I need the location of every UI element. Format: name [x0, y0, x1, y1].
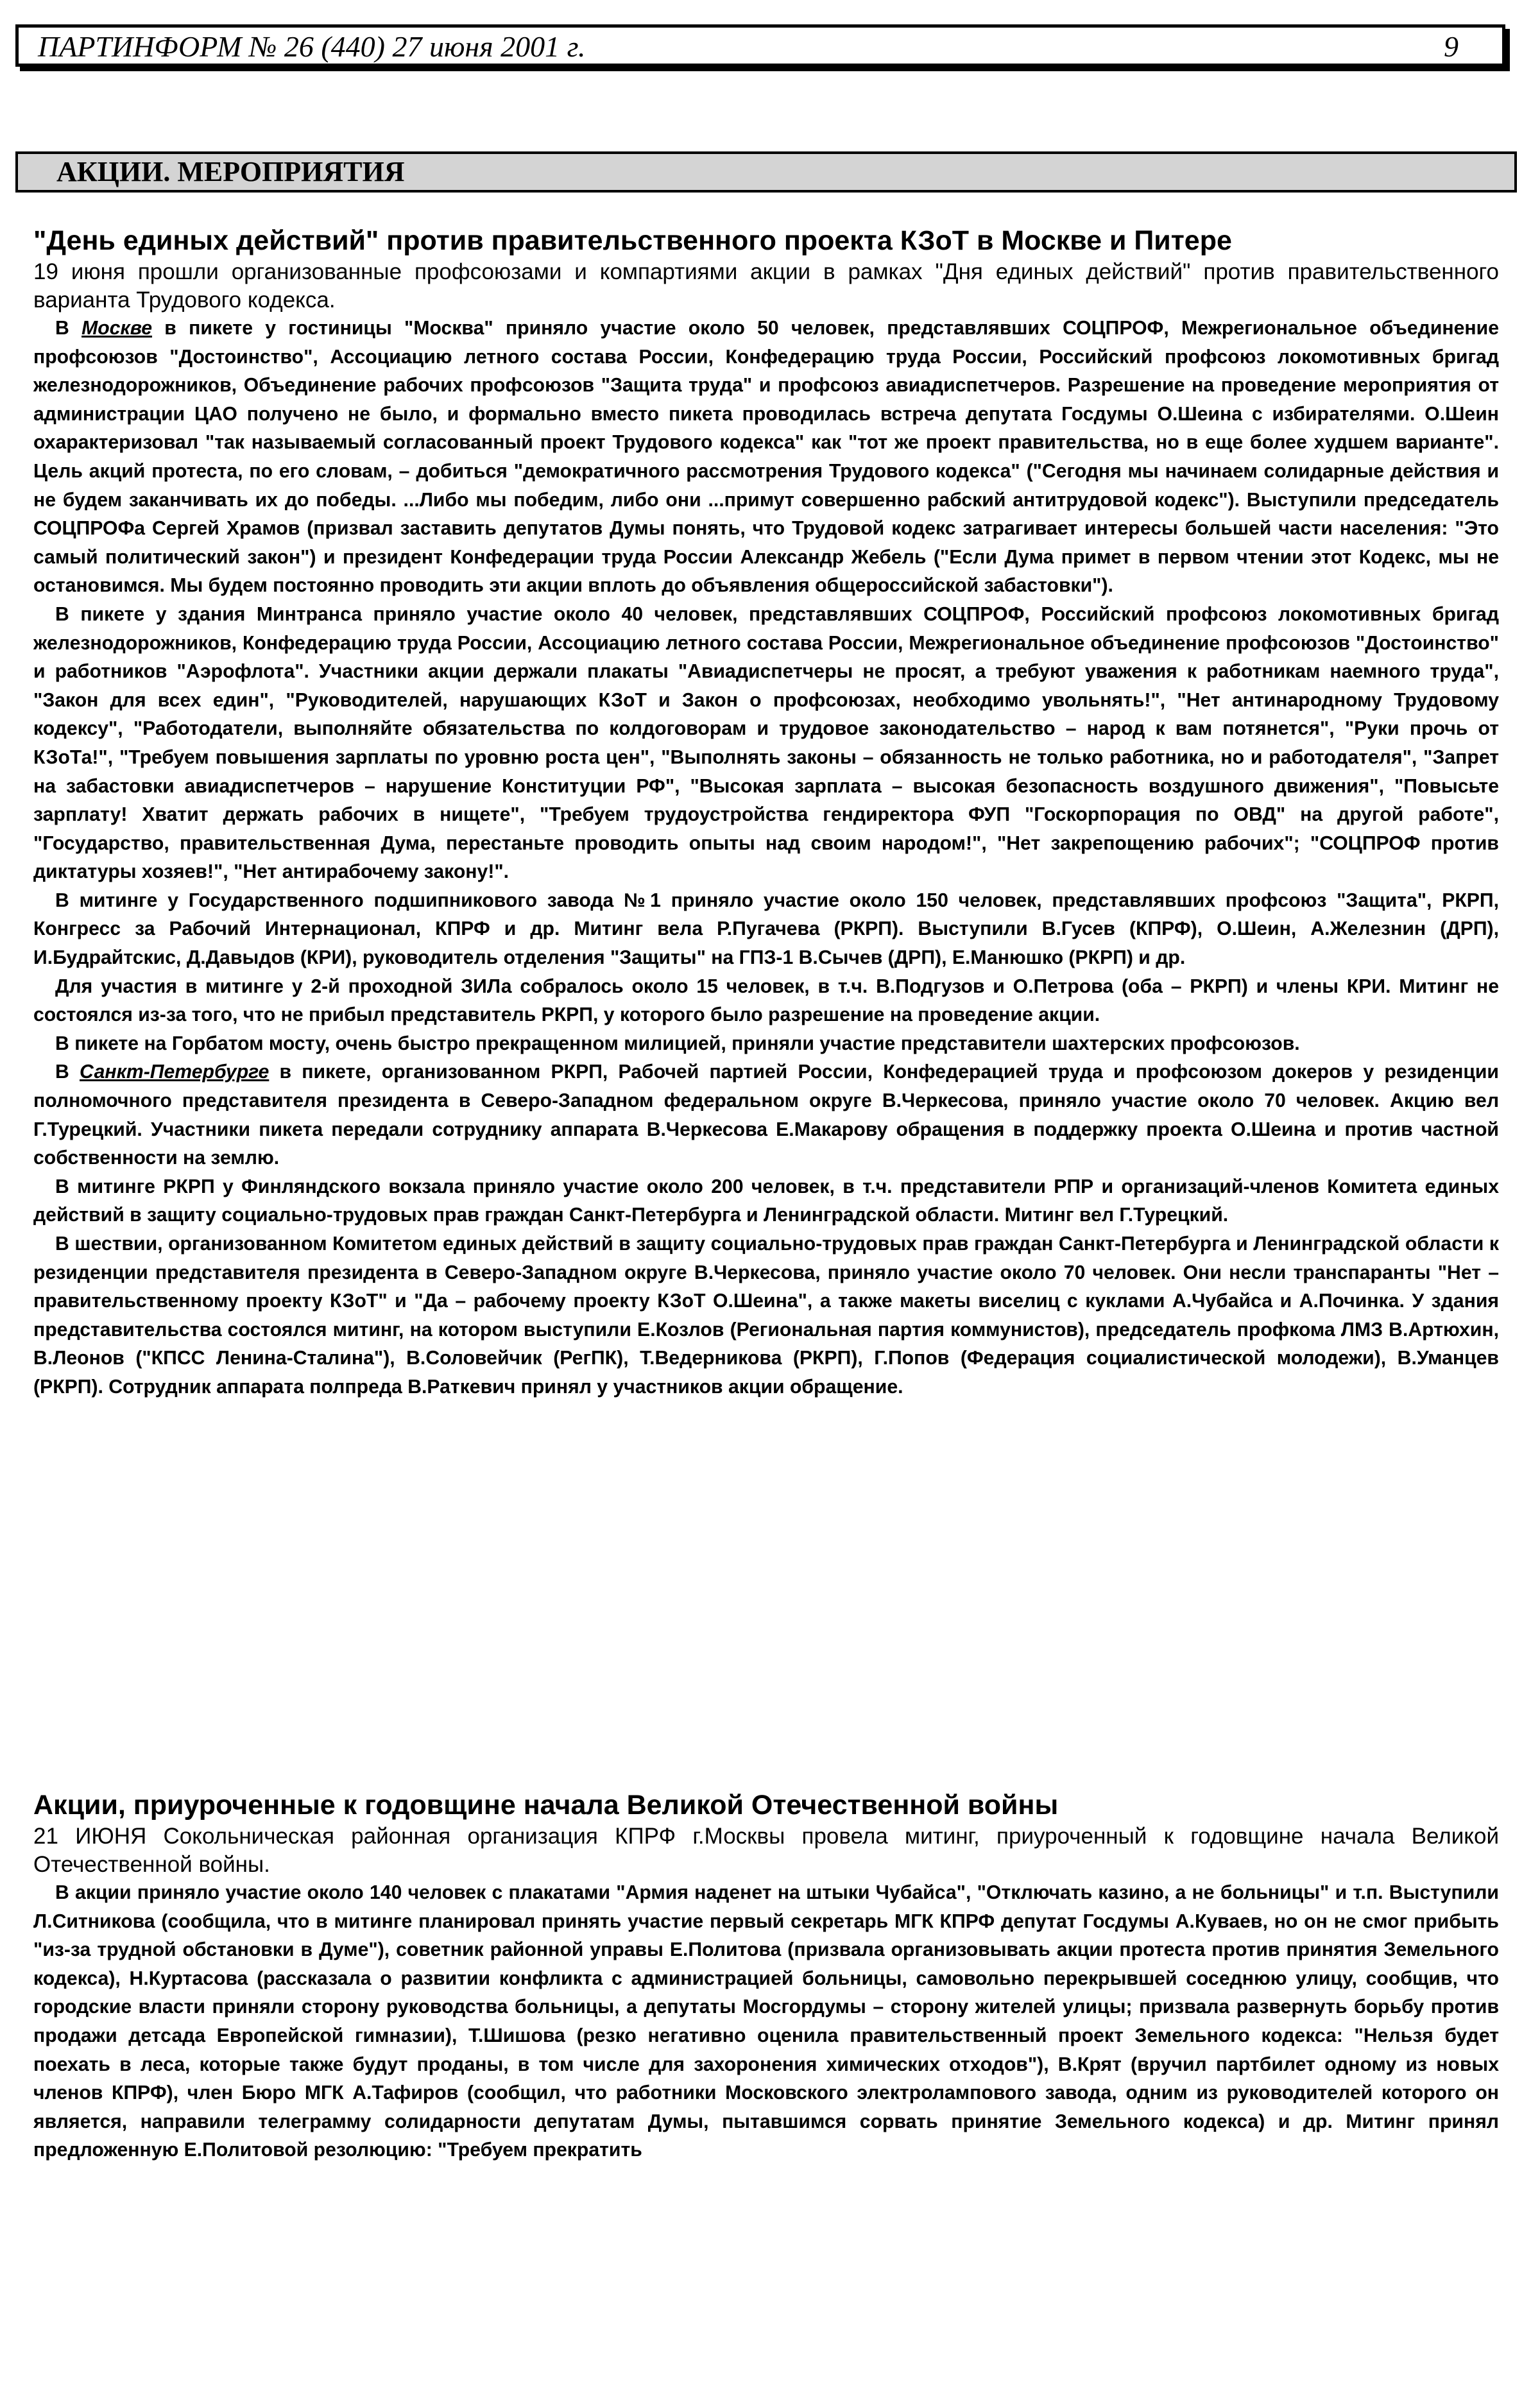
- article-unity-day: [33, 223, 1499, 1402]
- publication-info: ПАРТИНФОРМ № 26 (440) 27 июня 2001 г.: [38, 30, 586, 63]
- paragraph-finland-station: В митинге РКРП у Финляндского вокзала приняло участие около 200 человек, в т.ч. представители РПР и организаций-членов Комитета единых действий в защиту социально-трудовых прав граждан Санкт-Петербурга и Ленинградской области. Митинг вел Г.Турецкий.: [33, 1176, 1499, 1226]
- place-spb: Санкт-Петербурге: [80, 1061, 270, 1083]
- place-moscow: Москве: [81, 318, 153, 339]
- paragraph-prefix: В: [55, 318, 82, 339]
- paragraph-march: В шествии, организованном Комитетом единых действий в защиту социально-трудовых прав граждан Санкт-Петербурга и Ленинградской области к резиденции представителя президента в Северо-Западном округе В.Черкесова, приняло участие около 70 человек. Они несли транспаранты "Нет – правительственному проекту КЗоТ" и "Да – рабочему проекту КЗоТ О.Шеина", а также макеты виселиц с куклами А.Чубайса и А.Починка. У здания представительства состоялся митинг, на котором выступили Е.Козлов (Региональная партия коммунистов), председатель профкома ЛМЗ В.Артюхин, В.Леонов ("КПСС Ленина-Сталина"), В.Соловейчик (РегПК), Т.Ведерникова (РКРП), Г.Попов (Федерация социалистической молодежи), В.Уманцев (РКРП). Сотрудник аппарата полпреда В.Раткевич принял у участников акции обращение.: [33, 1233, 1499, 1398]
- paragraph-zil: Для участия в митинге у 2-й проходной ЗИЛа собралось около 15 человек, в т.ч. В.Подгузов и О.Петрова (оба – РКРП) и члены КРИ. Митинг не состоялся из-за того, что не прибыл представитель РКРП, у которого было разрешение на проведение акции.: [33, 975, 1499, 1026]
- page-number: 9: [1444, 30, 1459, 63]
- article-title: Акции, приуроченные к годовщине начала Великой Отечественной войны: [33, 1790, 1059, 1821]
- paragraph-spb: [33, 1058, 1499, 1172]
- page-header: [15, 24, 1505, 67]
- article-title: "День единых действий" против правительственного проекта КЗоТ в Москве и Питере: [33, 225, 1232, 256]
- article-lead: 19 июня прошли организованные профсоюзами и компартиями акции в рамках "Дня единых действий" против правительственного варианта Трудового кодекса.: [33, 259, 1499, 313]
- article-lead: 21 ИЮНЯ Сокольническая районная организация КПРФ г.Москвы провела митинг, приуроченный к годовщине начала Великой Отечественной войны.: [33, 1824, 1499, 1877]
- paragraph-text: в пикете у гостиницы "Москва" приняло участие около 50 человек, представлявших СОЦПРОФ, Межрегиональное объединение профсоюзов "Достоинство", Ассоциацию летного состава России, Конфедерацию труда России, Российский профсоюз локомотивных бригад железнодорожников, Объединение рабочих профсоюзов "Защита труда" и профсоюз авиадиспетчеров. Разрешение на проведение мероприятия от администрации ЦАО получено не было, и формально вместо пикета проводилась встреча депутата Госдумы О.Шеина с избирателями. О.Шеин охарактеризовал "так называемый согласованный проект Трудового кодекса" как "тот же проект правительства, но в еще более худшем варианте". Цель акций протеста, по его словам, – добиться "демократичного рассмотрения Трудового кодекса" ("Сегодня мы начинаем солидарные действия и не будем заканчивать их до победы. ...Либо мы победим, либо они ...примут совершенно рабский антитрудовой кодекс"). Выступили председатель СОЦПРОФа Сергей Храмов (призвал заставить депутатов Думы понять, что Трудовой кодекс затрагивает интересы большей части населения: "Это самый политический закон") и президент Конфедерации труда России Александр Жебель ("Если Дума примет в первом чтении этот Кодекс, мы не остановимся. Мы будем постоянно проводить эти акции вплоть до объявления общероссийской забастовки").: [33, 318, 1500, 597]
- section-title: АКЦИИ. МЕРОПРИЯТИЯ: [15, 151, 1517, 193]
- paragraph-moscow: [33, 314, 1499, 601]
- paragraph-prefix: В: [55, 1061, 80, 1083]
- article-war-anniversary: [33, 1788, 1499, 2165]
- paragraph-rally: В акции приняло участие около 140 человек с плакатами "Армия наденет на штыки Чубайса", "Отключать казино, а не больницы" и т.п. Выступили Л.Ситникова (сообщила, что в митинге планировал принять участие первый секретарь МГК КПРФ депутат Госдумы А.Куваев, но он не смог прибыть "из-за трудной обстановки в Думе"), советник районной управы Е.Политова (призвала организовывать акции протеста против принятия Земельного кодекса), Н.Куртасова (рассказала о развитии конфликта с администрацией больницы, самовольно перекрывшей соседнюю улицу, сообщив, что городские власти приняли сторону руководства больницы, а депутаты Мосгордумы – сторону жителей улицы; призвала развернуть борьбу против продажи детсада Европейской гимназии), Т.Шишова (резко негативно оценила правительственный проект Земельного кодекса: "Нельзя будет поехать в леса, которые также будут проданы, в том числе для захоронения химических отходов"), В.Крят (вручил партбилет одному из новых членов КПРФ), член Бюро МГК А.Тафиров (сообщил, что работники Московского электролампового завода, одним из руководителей которого он является, направили телеграмму солидарности депутатам Думы, пытавшимся сорвать принятие Земельного кодекса) и др. Митинг принял предложенную Е.Политовой резолюцию: "Требуем прекратить: [33, 1882, 1499, 2161]
- article-body: [33, 1879, 1499, 2165]
- paragraph-mintrans: В пикете у здания Минтранса приняло участие около 40 человек, представлявших СОЦПРОФ, Российский профсоюз локомотивных бригад железнодорожников, Конфедерацию труда России, Ассоциацию летного состава России, Межрегиональное объединение профсоюзов "Достоинство" и работников "Аэрофлота". Участники акции держали плакаты "Авиадиспетчеры не просят, а требуют уважения к работникам наемного труда", "Закон для всех един", "Руководителей, нарушающих КЗоТ и Закон о профсоюзах, необходимо увольнять!", "Нет антинародному Трудовому кодексу", "Работодатели, выполняйте обязательства по колдоговорам и трудовое законодательство – народ к вам потянется", "Руки прочь от КЗоТа!", "Требуем повышения зарплаты по уровню роста цен", "Выполнять законы – обязанность не только работника, но и работодателя", "Запрет на забастовки авиадиспетчеров – нарушение Конституции РФ", "Высокая зарплата – высокая безопасность воздушного движения", "Повысьте зарплату! Хватит держать рабочих в нищете", "Требуем трудоустройства гендиректора ФУП "Госкорпорация по ОВД" на другой работе", "Государство, правительственная Дума, перестаньте проводить опыты над своим народом!", "Нет закрепощению рабочих"; "СОЦПРОФ против диктатуры хозяев!", "Нет антирабочему закону!".: [33, 603, 1499, 883]
- article-body: [33, 314, 1499, 1402]
- paragraph-gpz: В митинге у Государственного подшипникового завода №1 приняло участие около 150 человек, представлявших профсоюз "Защита", РКРП, Конгресс за Рабочий Интернационал, КПРФ и др. Митинг вела Р.Пугачева (РКРП). Выступили В.Гусев (КПРФ), О.Шеин, А.Железнин (ДРП), И.Будрайтскис, Д.Давыдов (КРИ), руководитель отделения "Защиты" на ГПЗ-1 В.Сычев (ДРП), Е.Манюшко (РКРП) и др.: [33, 889, 1499, 969]
- paragraph-text: в пикете, организованном РКРП, Рабочей партией России, Конфедерацией труда и профсоюзом докеров у резиденции полномочного представителя президента в Северо-Западном федеральном округе В.Черкесова, приняло участие около 70 человек. Акцию вел Г.Турецкий. Участники пикета передали сотруднику аппарата В.Черкесова Е.Макарову обращения в поддержку проекта О.Шеина и против частной собственности на землю.: [33, 1061, 1499, 1169]
- paragraph-gorbaty: В пикете на Горбатом мосту, очень быстро прекращенном милицией, приняли участие представители шахтерских профсоюзов.: [55, 1032, 1300, 1054]
